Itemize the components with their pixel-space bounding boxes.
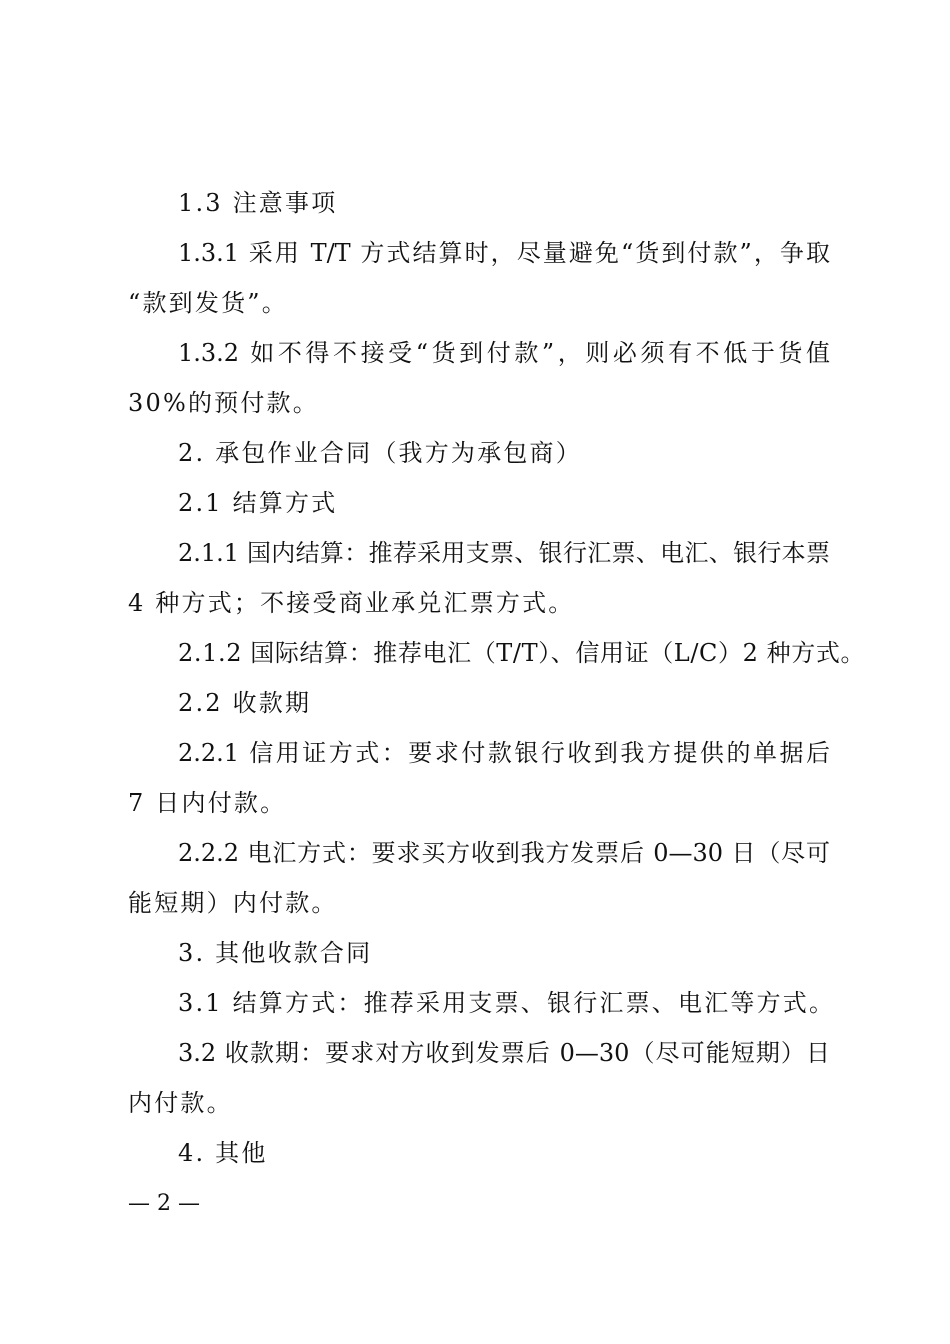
paragraph-2-2-1-cont: 7 日内付款。 <box>128 789 287 817</box>
paragraph-1-3-2-cont: 30%的预付款。 <box>128 389 319 417</box>
paragraph-1-3-1: 1.3.1 采用 T/T 方式结算时，尽量避免“货到付款”，争取 <box>178 239 830 267</box>
paragraph-2-2-2-cont: 能短期）内付款。 <box>128 889 338 917</box>
paragraph-3-1: 3.1 结算方式：推荐采用支票、银行汇票、电汇等方式。 <box>178 989 836 1017</box>
paragraph-2-1-1: 2.1.1 国内结算：推荐采用支票、银行汇票、电汇、银行本票 <box>178 539 830 567</box>
heading-1-3: 1.3 注意事项 <box>178 189 338 217</box>
heading-2-2: 2.2 收款期 <box>178 689 312 717</box>
heading-2: 2. 承包作业合同（我方为承包商） <box>178 439 582 467</box>
paragraph-2-1-2: 2.1.2 国际结算：推荐电汇（T/T）、信用证（L/C）2 种方式。 <box>178 639 866 667</box>
paragraph-2-2-1: 2.2.1 信用证方式：要求付款银行收到我方提供的单据后 <box>178 739 830 767</box>
paragraph-2-2-2: 2.2.2 电汇方式：要求买方收到我方发票后 0—30 日（尽可 <box>178 839 830 867</box>
heading-4: 4. 其他 <box>178 1139 268 1167</box>
paragraph-2-1-1-cont: 4 种方式；不接受商业承兑汇票方式。 <box>128 589 575 617</box>
paragraph-1-3-2: 1.3.2 如不得不接受“货到付款”，则必须有不低于货值 <box>178 339 830 367</box>
heading-3: 3. 其他收款合同 <box>178 939 373 967</box>
heading-2-1: 2.1 结算方式 <box>178 489 338 517</box>
paragraph-3-2-cont: 内付款。 <box>128 1089 233 1117</box>
paragraph-1-3-1-cont: “款到发货”。 <box>128 289 288 317</box>
paragraph-3-2: 3.2 收款期：要求对方收到发票后 0—30（尽可能短期）日 <box>178 1039 830 1067</box>
page-number: — 2 — <box>128 1191 200 1216</box>
